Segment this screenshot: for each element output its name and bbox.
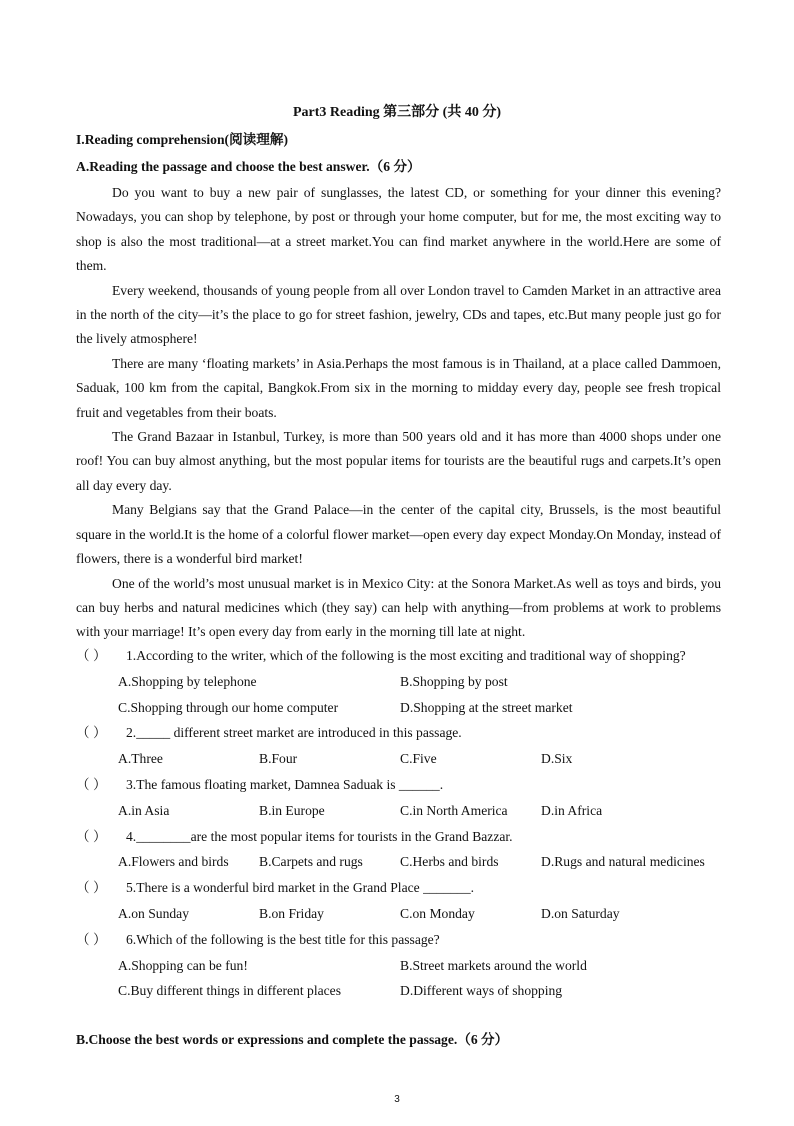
page-number: 3: [394, 1094, 400, 1105]
option-a: A.Flowers and birds: [118, 854, 229, 870]
question-6: [76, 927, 736, 1004]
question-stem: 2._____ different street market are introduced in this passage.: [126, 725, 462, 741]
option-d: D.Shopping at the street market: [400, 699, 573, 715]
option-a: A.Shopping can be fun!: [118, 957, 248, 973]
option-c: C.on Monday: [400, 905, 475, 921]
passage-paragraph: One of the world’s most unusual market is in Mexico City: at the Sonora Market.As well as toys and birds, you can buy herbs and natural medicines which (they say) can help with anything—from problems at work to problems with your marriage! It’s open every day from early in the morning till late at night.: [76, 575, 721, 640]
answer-blank[interactable]: （ ）: [76, 931, 107, 947]
question-stem: 4.________are the most popular items for tourists in the Grand Bazzar.: [126, 828, 513, 844]
reading-passage: [76, 181, 721, 645]
part-title: Part3 Reading 第三部分 (共 40 分): [292, 105, 502, 120]
answer-blank[interactable]: （ ）: [76, 880, 107, 896]
answer-blank[interactable]: （ ）: [76, 725, 107, 741]
option-b: B.on Friday: [259, 905, 324, 921]
option-b: B.Shopping by post: [400, 673, 508, 689]
question-3: [76, 772, 736, 824]
section-title: I.Reading comprehension(阅读理解): [76, 132, 288, 147]
question-list: [76, 643, 736, 1004]
question-stem: 6.Which of the following is the best title for this passage?: [126, 931, 440, 947]
option-b: B.Carpets and rugs: [259, 854, 363, 870]
question-5: [76, 875, 736, 927]
option-b: B.Four: [259, 751, 298, 767]
option-d: D.Six: [541, 751, 573, 767]
option-c: C.Five: [400, 751, 437, 767]
option-a: A.in Asia: [118, 802, 170, 818]
passage-paragraph: Do you want to buy a new pair of sunglasses, the latest CD, or something for your dinner this evening? Nowadays, you can shop by telephone, by post or through your home computer, but for me, the most exciting way to shop is also the most traditional—at a street market.You can find market anywhere in the world.Here are some of them.: [76, 185, 721, 274]
option-d: D.on Saturday: [541, 905, 620, 921]
question-4: [76, 824, 736, 876]
answer-blank[interactable]: （ ）: [76, 828, 107, 844]
option-c: C.in North America: [400, 802, 508, 818]
passage-paragraph: Many Belgians say that the Grand Palace—in the center of the capital city, Brussels, is the most beautiful square in the world.It is the home of a colorful flower market—open every day expect Monday.On Monday, instead of flowers, there is a wonderful bird market!: [76, 502, 721, 567]
passage-paragraph: There are many ‘floating markets’ in Asia.Perhaps the most famous is in Thailand, at a place called Dammoen, Saduak, 100 km from the capital, Bangkok.From six in the morning to midday every day, people see fresh tropical fruit and vegetables from their boats.: [76, 355, 721, 420]
option-b: B.Street markets around the world: [400, 957, 587, 973]
option-d: D.Different ways of shopping: [400, 983, 563, 999]
option-a: A.Three: [118, 751, 163, 767]
option-c: C.Herbs and birds: [400, 854, 499, 870]
question-2: [76, 720, 736, 772]
option-d: D.in Africa: [541, 802, 603, 818]
option-c: C.Shopping through our home computer: [118, 699, 339, 715]
question-1: [76, 643, 736, 720]
answer-blank[interactable]: （ ）: [76, 648, 107, 663]
passage-paragraph: The Grand Bazaar in Istanbul, Turkey, is more than 500 years old and it has more than 4000 shops under one roof! You can buy almost anything, but the most popular items for tourists are the beautiful rugs and carpets.It’s open all day every day.: [76, 429, 721, 493]
question-stem: 3.The famous floating market, Damnea Saduak is ______.: [126, 776, 444, 792]
question-stem: 5.There is a wonderful bird market in the Grand Place _______.: [126, 880, 475, 896]
section-a-title: A.Reading the passage and choose the best answer.（6 分）: [76, 159, 421, 174]
answer-blank[interactable]: （ ）: [76, 776, 107, 792]
option-a: A.on Sunday: [118, 905, 189, 921]
option-a: A.Shopping by telephone: [118, 673, 257, 689]
section-b-title: B.Choose the best words or expressions and complete the passage.（6 分）: [76, 1032, 509, 1047]
option-b: B.in Europe: [259, 802, 325, 818]
option-c: C.Buy different things in different places: [118, 983, 341, 999]
option-d: D.Rugs and natural medicines: [541, 854, 705, 870]
passage-paragraph: Every weekend, thousands of young people from all over London travel to Camden Market in an attractive area in the north of the city—it’s the place to go for street fashion, jewelry, CDs and tapes, etc.But many people just go for the lively atmosphere!: [76, 282, 721, 347]
question-stem: 1.According to the writer, which of the following is the most exciting and traditional way of shopping?: [126, 648, 686, 663]
